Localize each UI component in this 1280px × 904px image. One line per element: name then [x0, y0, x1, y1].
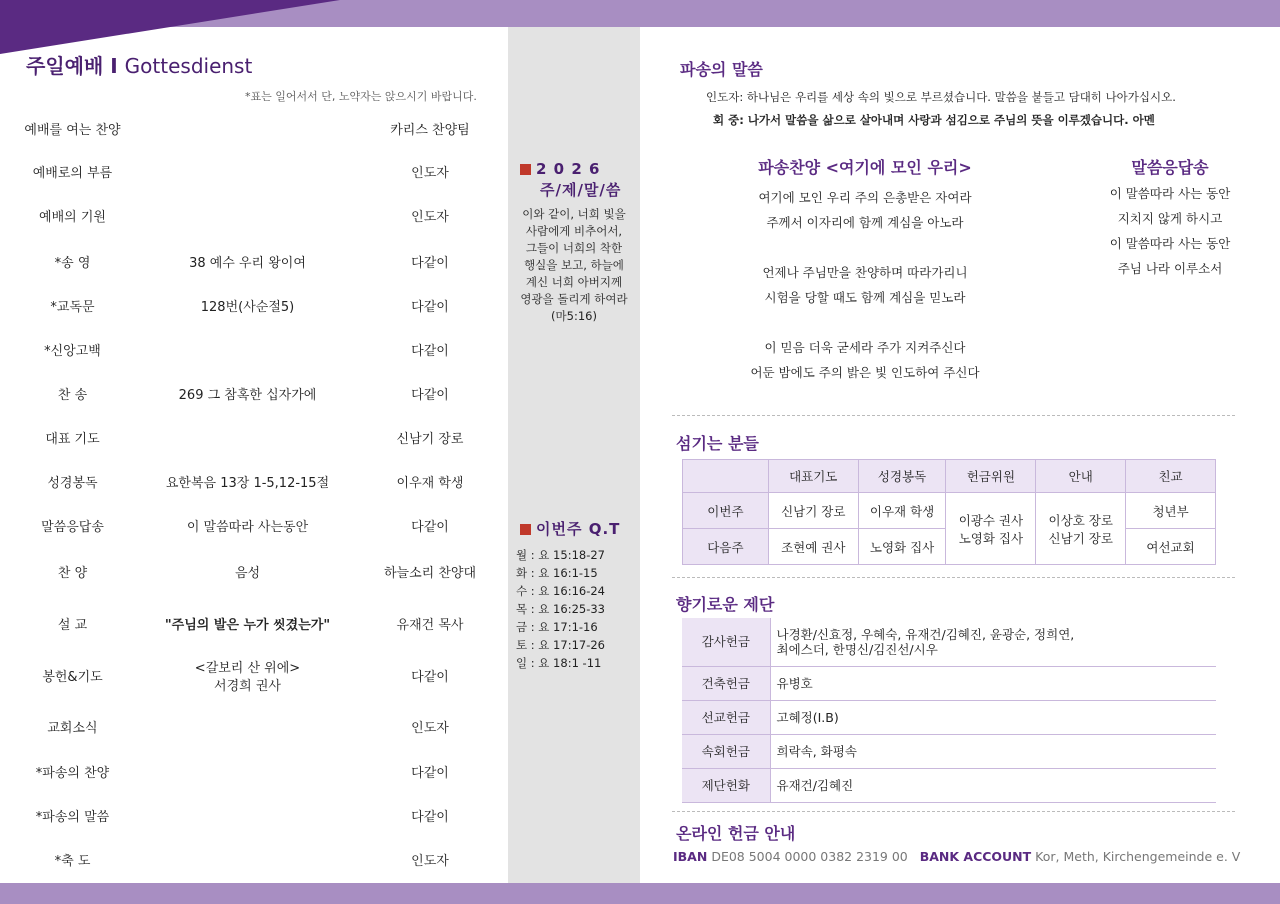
- servers-offering-name: 이광수 권사: [958, 512, 1024, 528]
- qt-list: [516, 546, 605, 672]
- order-row: [0, 476, 508, 500]
- response-song-title: 말씀응답송: [1131, 158, 1209, 177]
- offering-label: 선교헌금: [682, 700, 770, 734]
- hymn-line: 언제나 주님만을 찬양하며 따라가리니: [762, 265, 968, 280]
- order-row: [0, 721, 508, 745]
- qt-heading-text: 이번주 Q.T: [536, 520, 621, 538]
- red-square-icon: [520, 164, 531, 175]
- worship-title-korean: 주일예배: [26, 54, 104, 78]
- offering-names: 유병호: [770, 666, 1216, 700]
- order-person: 다같이: [411, 766, 449, 781]
- order-item: 찬 양: [57, 566, 88, 581]
- order-person: 다같이: [411, 388, 449, 403]
- order-person: 카리스 찬양팀: [390, 123, 470, 138]
- order-row: [0, 432, 508, 456]
- order-person: 다같이: [411, 520, 449, 535]
- servers-header: 성경봉독: [858, 460, 946, 493]
- order-item: 성경봉독: [47, 476, 98, 491]
- sending-title: 파송의 말씀: [680, 60, 763, 79]
- order-person: 다같이: [411, 344, 449, 359]
- servers-header: 대표기도: [768, 460, 858, 493]
- offering-names: 고혜정(I.B): [770, 700, 1216, 734]
- order-item: *파송의 말씀: [35, 810, 110, 825]
- servers-header-row: [683, 460, 1216, 493]
- qt-item: 목 : 요 16:25-33: [516, 602, 605, 616]
- order-item: 예배를 여는 찬양: [24, 123, 121, 138]
- order-item: 대표 기도: [45, 432, 100, 447]
- hymn-line: 시험을 당할 때도 함께 계심을 믿노라: [764, 290, 966, 305]
- iban-label: IBAN: [673, 849, 708, 864]
- order-item: *신앙고백: [44, 344, 101, 359]
- order-content: 요한복음 13장 1-5,12-15절: [165, 476, 330, 491]
- order-content: 음성: [234, 566, 261, 581]
- order-item: 봉헌&기도: [42, 670, 103, 685]
- servers-title: 섬기는 분들: [676, 434, 759, 453]
- offering-names: 희락속, 화평속: [770, 734, 1216, 768]
- theme-verse: [512, 206, 636, 325]
- servers-offering-name: 노영화 집사: [958, 530, 1024, 546]
- order-person: 하늘소리 찬양대: [383, 566, 477, 581]
- offering-names-2: 최에스더, 한명신/김진선/시우: [776, 641, 938, 657]
- order-person: 신남기 장로: [396, 432, 464, 447]
- order-person: 다같이: [411, 256, 449, 271]
- bottom-band: [0, 883, 1280, 904]
- order-content: 269 그 참혹한 십자가에: [178, 388, 317, 403]
- order-person: 인도자: [411, 166, 449, 181]
- section-divider: [672, 415, 1235, 416]
- order-person: 다같이: [411, 300, 449, 315]
- order-person: 유재건 목사: [396, 618, 464, 633]
- order-content: 38 예수 우리 왕이여: [189, 256, 306, 271]
- iban-value: DE08 5004 0000 0382 2319 00: [711, 849, 908, 864]
- bank-info: [673, 849, 1240, 864]
- order-row: [0, 388, 508, 412]
- order-item: 설 교: [57, 618, 88, 633]
- order-item: *축 도: [54, 854, 91, 869]
- servers-table: [682, 459, 1216, 565]
- order-person: 다같이: [411, 670, 449, 685]
- order-item: 예배의 기원: [39, 210, 106, 225]
- verse-line: 이와 같이, 너희 빛을: [522, 207, 626, 221]
- offering-names: 나경환/신효정, 우혜숙, 유재건/김혜진, 윤광순, 정희연,: [776, 626, 1075, 642]
- servers-cell: 조현예 권사: [768, 529, 858, 565]
- order-content: 이 말씀따라 사는동안: [186, 520, 309, 535]
- response-line: 이 말씀따라 사는 동안: [1109, 186, 1231, 201]
- sending-leader-line: 인도자: 하나님은 우리를 세상 속의 빛으로 부르셨습니다. 말씀을 붙들고 담대히 나아가십시오.: [706, 90, 1176, 104]
- offering-row: [682, 768, 1216, 802]
- order-row: [0, 344, 508, 368]
- servers-row-this-week: [683, 493, 1216, 529]
- account-label: BANK ACCOUNT: [919, 849, 1032, 864]
- verse-line: 사람에게 비추어서,: [525, 224, 623, 238]
- online-offering-title: 온라인 헌금 안내: [676, 824, 796, 843]
- servers-cell: 이우재 학생: [858, 493, 946, 529]
- hymn-line: 이 믿음 더욱 굳세라 주가 지켜주신다: [764, 340, 966, 355]
- sending-congregation-line: 회 중: 나가서 말씀을 삶으로 살아내며 사랑과 섬김으로 주님의 뜻을 이루겠습니다. 아멘: [713, 113, 1155, 127]
- worship-title-separator: I: [110, 54, 118, 78]
- standing-note: *표는 일어서서 단, 노약자는 앉으시기 바랍니다.: [245, 90, 477, 103]
- offering-row: [682, 734, 1216, 768]
- offering-label: 제단헌화: [682, 768, 770, 802]
- servers-header: 헌금위원: [946, 460, 1036, 493]
- qt-item: 수 : 요 16:16-24: [516, 584, 605, 598]
- order-item: 찬 송: [57, 388, 88, 403]
- offering-names: 유재건/김혜진: [770, 768, 1216, 802]
- order-content-2: 서경희 권사: [214, 679, 281, 694]
- worship-title-german: Gottesdienst: [124, 54, 253, 78]
- qt-item: 화 : 요 16:1-15: [516, 566, 598, 580]
- order-row: [0, 123, 508, 147]
- servers-usher-cell: [1036, 493, 1126, 565]
- verse-line: 영광을 돌리게 하여라: [520, 292, 628, 306]
- offering-row: [682, 666, 1216, 700]
- order-row: [0, 810, 508, 834]
- order-item: 예배로의 부름: [32, 166, 113, 181]
- order-person: 이우재 학생: [396, 476, 464, 491]
- order-row: [0, 256, 508, 280]
- worship-title: [26, 50, 252, 79]
- servers-header: 친교: [1126, 460, 1216, 493]
- offering-label: 건축헌금: [682, 666, 770, 700]
- servers-cell: 청년부: [1126, 493, 1216, 529]
- servers-cell: 여선교회: [1126, 529, 1216, 565]
- order-row: [0, 566, 508, 590]
- hymn-line: 주께서 이자리에 함께 계심을 아노라: [766, 215, 964, 230]
- qt-item: 금 : 요 17:1-16: [516, 620, 598, 634]
- order-item: 교회소식: [47, 721, 98, 736]
- order-person: 다같이: [411, 810, 449, 825]
- red-square-icon: [520, 524, 531, 535]
- servers-usher-name: 이상호 장로: [1048, 512, 1113, 528]
- order-content: 128번(사순절5): [200, 300, 295, 315]
- servers-cell: 신남기 장로: [768, 493, 858, 529]
- servers-usher-name: 신남기 장로: [1048, 530, 1113, 546]
- section-divider: [672, 577, 1235, 578]
- hymn-line: 여기에 모인 우리 주의 은총받은 자여라: [758, 190, 972, 205]
- theme-year: 2 0 2 6: [536, 160, 601, 178]
- order-item: *파송의 찬양: [35, 766, 110, 781]
- order-item: *교독문: [50, 300, 95, 315]
- sending-hymn-title: 파송찬양 <여기에 모인 우리>: [758, 158, 972, 177]
- order-row: [0, 210, 508, 234]
- qt-item: 월 : 요 15:18-27: [516, 548, 605, 562]
- order-person: 인도자: [411, 721, 449, 736]
- theme-heading-2: 주/제/말/씀: [540, 181, 622, 199]
- response-line: 지치지 않게 하시고: [1117, 211, 1223, 226]
- verse-reference: (마5:16): [551, 309, 597, 323]
- offering-row: [682, 700, 1216, 734]
- servers-row-label: 다음주: [683, 529, 769, 565]
- offerings-title: 향기로운 제단: [676, 595, 775, 614]
- servers-corner-cell: [683, 460, 769, 493]
- offering-label: 속회헌금: [682, 734, 770, 768]
- order-row: [0, 166, 508, 190]
- order-row: [0, 766, 508, 790]
- order-person: 인도자: [411, 210, 449, 225]
- account-value: Kor, Meth, Kirchengemeinde e. V: [1035, 849, 1241, 864]
- qt-heading: [520, 518, 620, 539]
- theme-heading: [520, 160, 600, 178]
- middle-strip: [508, 27, 640, 883]
- servers-cell: 노영화 집사: [858, 529, 946, 565]
- offering-names-cell: [770, 618, 1216, 666]
- order-row: [0, 854, 508, 878]
- servers-offering-cell: [946, 493, 1036, 565]
- order-row: [0, 618, 508, 642]
- qt-item: 일 : 요 18:1 -11: [516, 656, 602, 670]
- response-line: 이 말씀따라 사는 동안: [1109, 236, 1231, 251]
- sermon-title: "주님의 발은 누가 씻겼는가": [164, 618, 331, 633]
- order-row: [0, 661, 508, 704]
- order-item: *송 영: [54, 256, 91, 271]
- order-row: [0, 520, 508, 544]
- section-divider: [672, 811, 1235, 812]
- verse-line: 계신 너희 아버지께: [525, 275, 623, 289]
- order-item: 말씀응답송: [41, 520, 104, 535]
- offering-label: 감사헌금: [682, 618, 770, 666]
- order-content: <갈보리 산 위에>: [194, 661, 301, 676]
- response-line: 주님 나라 이루소서: [1117, 261, 1223, 276]
- servers-row-label: 이번주: [683, 493, 769, 529]
- servers-header: 안내: [1036, 460, 1126, 493]
- verse-line: 행실을 보고, 하늘에: [524, 258, 624, 272]
- order-person: 인도자: [411, 854, 449, 869]
- verse-line: 그들이 너희의 착한: [525, 241, 623, 255]
- offering-row: [682, 618, 1216, 666]
- order-row: [0, 300, 508, 324]
- hymn-line: 어둔 밤에도 주의 밝은 빛 인도하여 주신다: [750, 365, 980, 380]
- qt-item: 토 : 요 17:17-26: [516, 638, 605, 652]
- offerings-table: [682, 618, 1216, 803]
